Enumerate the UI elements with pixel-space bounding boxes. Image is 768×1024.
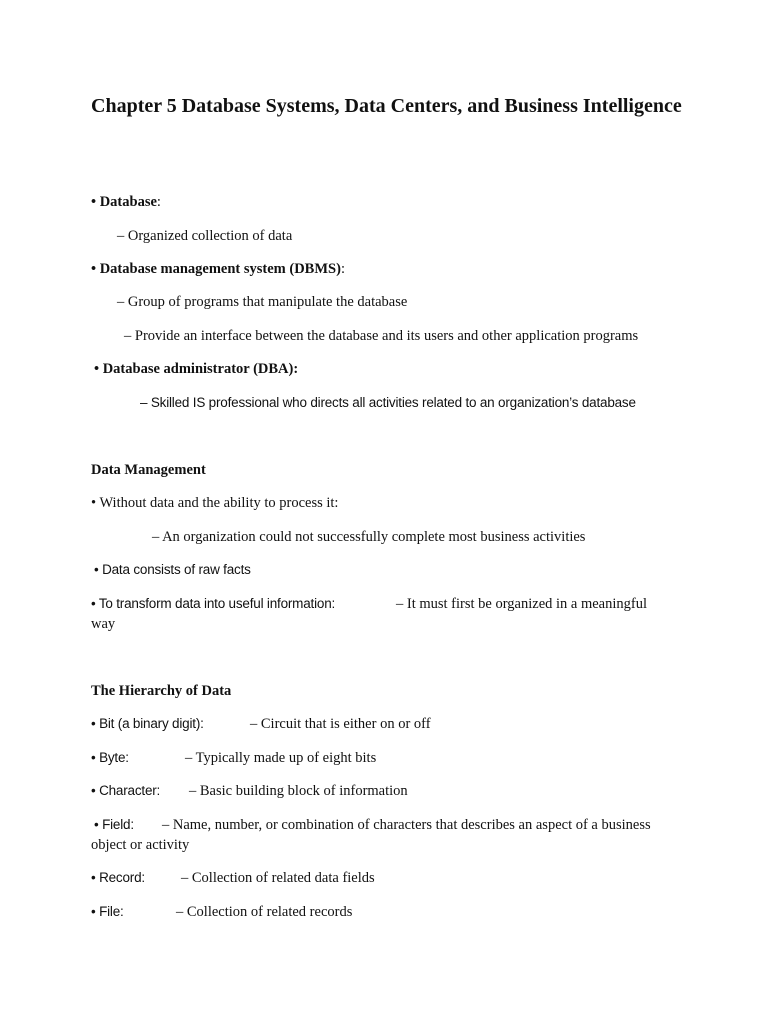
data-management-item-3-desc: – It must first be organized in a meaningful [396,596,648,612]
bit-label: • Bit (a binary digit): [91,716,204,731]
field-desc: – Name, number, or combination of characters that describes an aspect of a business [162,817,651,833]
data-management-item-3-label: • To transform data into useful information: [91,596,336,611]
dbms-definition-1: – Group of programs that manipulate the database [117,294,408,310]
character-label: • Character: [91,783,161,798]
dbms-term: • Database management system (DBMS) [91,261,341,277]
byte-label: • Byte: [91,750,129,765]
database-colon: : [156,194,161,210]
hierarchy-heading: The Hierarchy of Data [91,683,232,699]
byte-desc: – Typically made up of eight bits [185,750,377,766]
data-management-item-1: • Without data and the ability to process it: [91,495,339,511]
database-definition: – Organized collection of data [117,228,293,244]
file-desc: – Collection of related records [176,904,353,920]
data-management-item-3-cont: way [91,616,116,632]
data-management-item-1-sub: – An organization could not successfully complete most business activities [152,529,586,545]
data-management-heading: Data Management [91,462,206,478]
dbms-item [91,259,345,279]
dba-definition: – Skilled IS professional who directs all activities related to an organization’s database [140,395,636,410]
page-title: Chapter 5 Database Systems, Data Centers, and Business Intelligence [91,95,682,117]
database-term: • Database [91,194,157,210]
character-desc: – Basic building block of information [189,783,408,799]
dbms-colon: : [340,261,345,277]
bit-desc: – Circuit that is either on or off [250,716,431,732]
data-management-item-2: • Data consists of raw facts [94,562,251,577]
field-label: • Field: [94,817,134,832]
record-label: • Record: [91,870,145,885]
dbms-definition-2: – Provide an interface between the database and its users and other application programs [124,328,639,344]
file-label: • File: [91,904,124,919]
record-desc: – Collection of related data fields [181,870,375,886]
field-cont: object or activity [91,837,190,853]
dba-term: • Database administrator (DBA): [94,361,299,377]
database-item [91,192,161,212]
